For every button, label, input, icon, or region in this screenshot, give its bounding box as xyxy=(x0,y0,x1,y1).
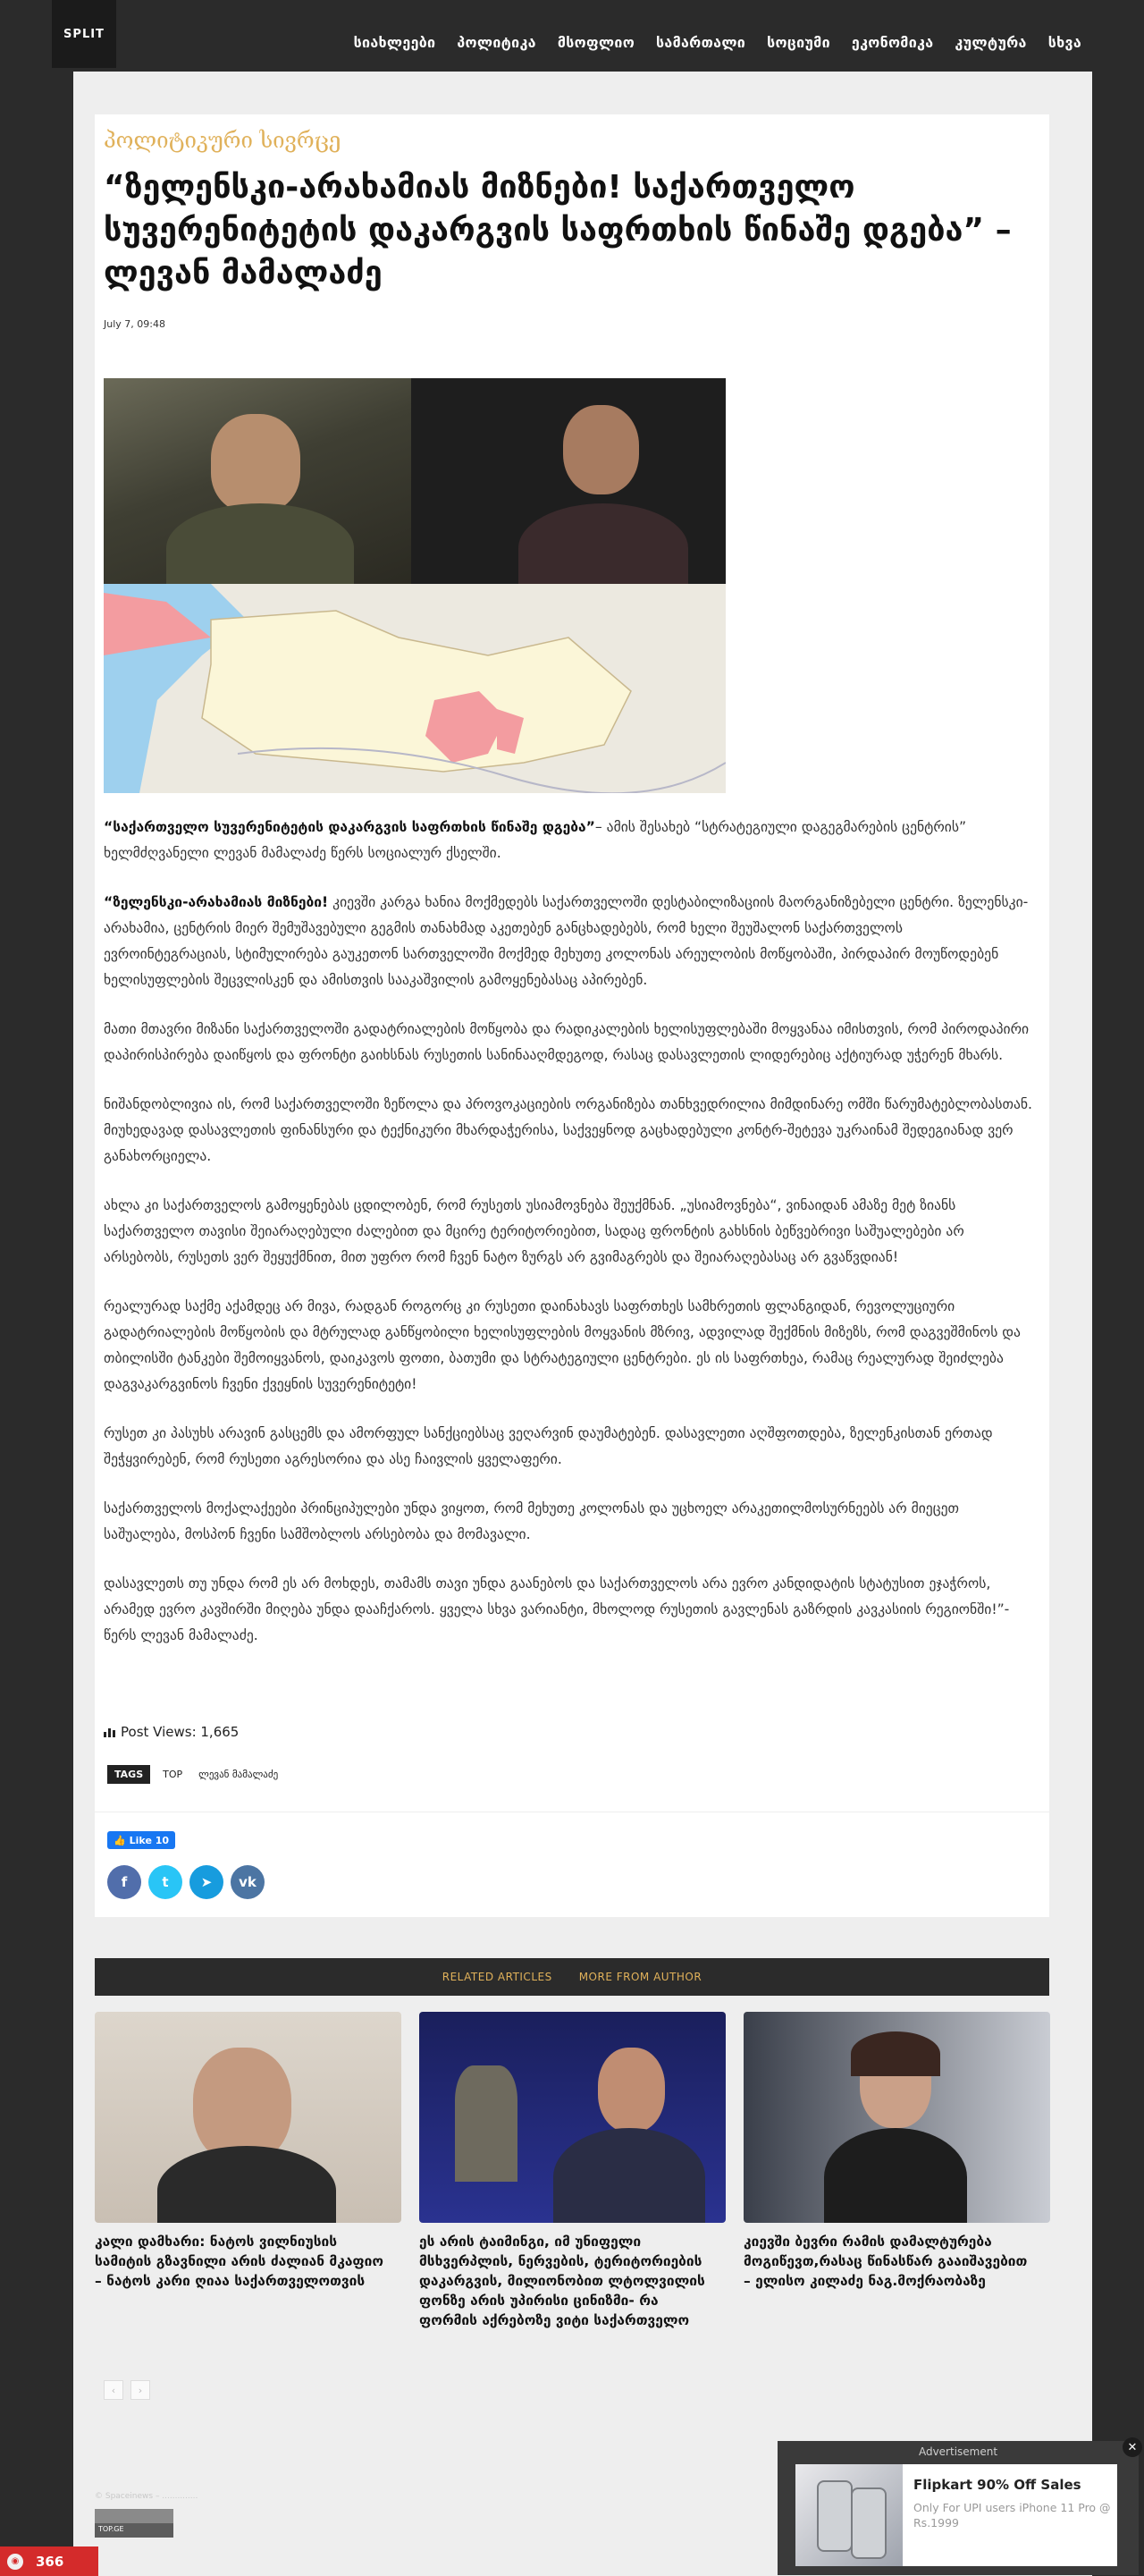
related-tabs xyxy=(95,1958,1049,1996)
top-navigation-bar xyxy=(0,0,1144,72)
nav-item-society[interactable]: სოციუმი xyxy=(767,34,830,51)
twitter-icon[interactable]: t xyxy=(148,1865,182,1899)
post-views xyxy=(104,1724,239,1740)
paragraph-7: რუსეთ კი პასუხს არავინ გასცემს და ამორფულ სანქციებსაც ვეღარვინ დაუმატებენ. დასავლეთი აღშფოთდება, ზელენკისთან ერთად შეჭყვირებენ, რომ რუსეთი აგრესორია და ასე ჩაივლის ყველაფერი. xyxy=(104,1425,993,1467)
main-nav xyxy=(343,34,1092,51)
related-title[interactable]: კალი დამხარი: ნატოს ვილნიუსის სამიტის გზავნილი არის ძალიან მკაფიო – ნატოს კარი ღიაა საქართველოთვის xyxy=(95,2234,383,2289)
related-image[interactable] xyxy=(95,2012,401,2223)
badge-count: 366 xyxy=(36,2553,64,2570)
ad-label: Advertisement xyxy=(918,2445,998,2458)
paragraph-5: ახლა კი საქართველოს გამოყენებას ცდილობენ, რომ რუსეთს უსიამოვნება შეუქმნან. „უსიამოვნება“, ვინაიდან ამაზე მეტ ზიანს საქართველო თავისი შეიარაღებული ძალებით და მცირე ტერიტორიებით, სადაც ფრონტის გახსნის ბეწვებრივი საშუალებები არ არსებობს, რუსეთს ვერ შეყუქმნით, მით უფრო რომ ჩვენ ნატო ზურგს არ გვიმაგრებს და შეიარაღებასაც არ გვაწვდიან! xyxy=(104,1197,964,1265)
related-pager xyxy=(104,2380,150,2400)
article-title: “ზელენსკი-არახამიას მიზნები! საქართველო სუვერენიტეტის დაკარგვის საფრთხის წინაშე დგება” – ლევან მამალაძე xyxy=(104,169,1012,291)
article-date: July 7, 09:48 xyxy=(104,318,165,330)
related-image[interactable] xyxy=(744,2012,1050,2223)
photo-right-person xyxy=(411,378,726,584)
next-page-button[interactable]: › xyxy=(130,2380,150,2400)
ad-headline[interactable]: Flipkart 90% Off Sales xyxy=(913,2477,1081,2493)
article-body xyxy=(104,815,1033,1672)
post-views-label: Post Views: 1,665 xyxy=(121,1724,240,1740)
tag-top[interactable]: TOP xyxy=(163,1769,183,1780)
phone-image[interactable] xyxy=(795,2464,903,2566)
nav-item-other[interactable]: სხვა xyxy=(1047,34,1081,51)
article-category[interactable]: პოლიტიკური სივრცე xyxy=(104,128,341,153)
related-title[interactable]: კიევში ბევრი რამის დამალტურება მოგიწევთ,რასაც წინასწარ გააიშავებით – ელისო კილაძე ნაგ.მოქრაობაზე xyxy=(744,2234,1028,2289)
nav-item-politics[interactable]: პოლიტიკა xyxy=(457,34,536,51)
tab-related-articles[interactable]: RELATED ARTICLES xyxy=(442,1971,552,1983)
paragraph-1: “საქართველო სუვერენიტეტის დაკარგვის საფრთხის წინაშე დგება”– ამის შესახებ “სტრატეგიული დაგეგმარების ცენტრის” ხელმძღვანელი ლევან მამალაძე წერს სოციალურ ქსელში. xyxy=(104,819,967,861)
paragraph-2: “ზელენსკი-არახამიას მიზნები! კიევში კარგა ხანია მოქმედებს საქართველოში დესტაბილიზაციის მაორგანიზებელი ცენტრი. ზელენსკი-არახამია, ცენტრის მიერ შემუშავებული გეგმის თანახმად აკეთებენ განცხადებებს, რომ ხელი შეუშალონ საქართველოს ევროინტეგრაციას, სტიმულირება გაუკეთონ სართველოში მოქმედ მეხუთე კოლონას არეულობის მოწყობაში, პირდაპირ მოუწოდებენ ხელისუფლების შეცვლისკენ და ამისთვის სააკაშვილის გამოყენებასაც აპირებენ. xyxy=(104,894,1029,988)
photo-left-person xyxy=(104,378,411,584)
ad-content[interactable] xyxy=(795,2464,1117,2566)
paragraph-9: დასავლეთს თუ უნდა რომ ეს არ მოხდეს, თამამს თავი უნდა გაანებოს და საქართველოს არა ევრო კანდიდატის სტატუსით ეჯაჭროს, არამედ ევრო კავშირში მიღება უნდა დააჩქაროს. ყველა სხვა ვარიანტი, მხოლოდ რუსეთის გავლენას გაზრდის კავკასიის რეგიონში!”- წერს ლევან მამალაძე. xyxy=(104,1575,1010,1643)
facebook-like-button[interactable]: 👍 Like 10 xyxy=(107,1831,175,1849)
nav-item-law[interactable]: სამართალი xyxy=(656,34,746,51)
nav-item-culture[interactable]: კულტურა xyxy=(955,34,1027,51)
related-image[interactable] xyxy=(419,2012,726,2223)
telegram-icon[interactable]: ➤ xyxy=(189,1865,223,1899)
visit-counter[interactable]: TOP.GE xyxy=(95,2509,173,2538)
tag-author[interactable]: ლევან მამალაძე xyxy=(198,1769,279,1780)
counter-badge[interactable] xyxy=(0,2546,98,2576)
ad-subtitle: Only For UPI users iPhone 11 Pro @ Rs.1999 xyxy=(913,2501,1111,2530)
related-item[interactable] xyxy=(744,2012,1050,2291)
paragraph-6: რეალურად საქმე აქამდეც არ მივა, რადგან როგორც კი რუსეთი დაინახავს საფრთხეს სამხრეთის ფლანგიდან, რევოლუციური გადატრიალების მოწყობის და მტრულად განწყობილი ხელისუფლების მოყვანის მზრივ, ადვილად შექმნის მიზეზს, რომ დაგვეშმინოს და თბილისში ტანკები შემოიყვანოს, დაიკავოს ფოთი, ბათუმი და სტრატეგიული ცენტრები. ეს ის საფრთხეა, რამაც რეალურად შეიძლება დაგვაკარგვინოს ჩვენი ქვეყნის სუვერენიტეტი! xyxy=(104,1298,1021,1392)
share-buttons xyxy=(107,1865,265,1899)
related-item[interactable] xyxy=(95,2012,401,2291)
related-item[interactable] xyxy=(419,2012,726,2330)
footer-copyright: © Spaceinews – .............. xyxy=(95,2492,198,2501)
thumbs-up-icon: 👍 xyxy=(113,1834,126,1846)
vk-icon[interactable]: vk xyxy=(231,1865,265,1899)
paragraph-8: საქართველოს მოქალაქეები პრინციპულები უნდა ვიყოთ, რომ მეხუთე კოლონას და უცხოელ არაკეთილმოსურნეებს არ მიეცეთ საშუალება, მოსპონ ჩვენი სამშობლოს არსებობა და მომავალი. xyxy=(104,1500,960,1542)
share-count-icon: ◉ xyxy=(7,2554,23,2570)
tags-label: TAGS xyxy=(107,1765,150,1784)
paragraph-3: მათი მთავრი მიზანი საქართველოში გადატრიალების მოწყობა და რადიკალების ხელისუფლებაში მოყვანაა იმისთვის, რომ პიროდაპირი დაპირისპირება დაიწყოს და ფრონტი გაიხსნას რუსეთის სანინააღმდეგოდ, რასაც დასავლეთის ლიდერებიც აქტიურად უჭერენ მხარს. xyxy=(104,1021,1030,1063)
nav-item-economy[interactable]: ეკონომიკა xyxy=(851,34,934,51)
tags-row xyxy=(107,1765,282,1784)
bar-chart-icon xyxy=(104,1727,115,1737)
map-of-georgia xyxy=(104,584,726,793)
facebook-icon[interactable]: f xyxy=(107,1865,141,1899)
related-title[interactable]: ეს არის ტაიმინგი, იმ უნიფელი მსხვერპლის, ნერვების, ტერიტორიების დაკარგვის, მილიონობით ლტოლვილის ფონზე არის უპირისი ცინიზმი- რა ფორმის აქრებოზე ვიტი საქართველო xyxy=(419,2234,705,2328)
nav-item-news[interactable]: სიახლეები xyxy=(353,34,436,51)
article-hero-image xyxy=(104,378,726,793)
site-logo[interactable] xyxy=(52,0,116,68)
tab-more-from-author[interactable]: MORE FROM AUTHOR xyxy=(578,1971,702,1983)
advertisement-popup xyxy=(778,2441,1139,2575)
logo-text: SPLIT xyxy=(63,27,105,41)
close-icon[interactable]: ✕ xyxy=(1123,2437,1142,2457)
prev-page-button[interactable]: ‹ xyxy=(104,2380,123,2400)
paragraph-4: ნიშანდობლივია ის, რომ საქართველოში ზეწოლა და პროვოკაციების ორგანიზება თანხვედრილია მიმდინარე ომში წარუმატებლობასთან. მიუხედავად დასავლეთის ფინანსური და ტექნიკური მხარდაჭერისა, საქვეყნოდ გაცხადებული კონტრ-შეტევა უკრაინამ შედეგიანად ვერ განახორციელა. xyxy=(104,1096,1033,1164)
nav-item-world[interactable]: მსოფლიო xyxy=(557,34,635,51)
